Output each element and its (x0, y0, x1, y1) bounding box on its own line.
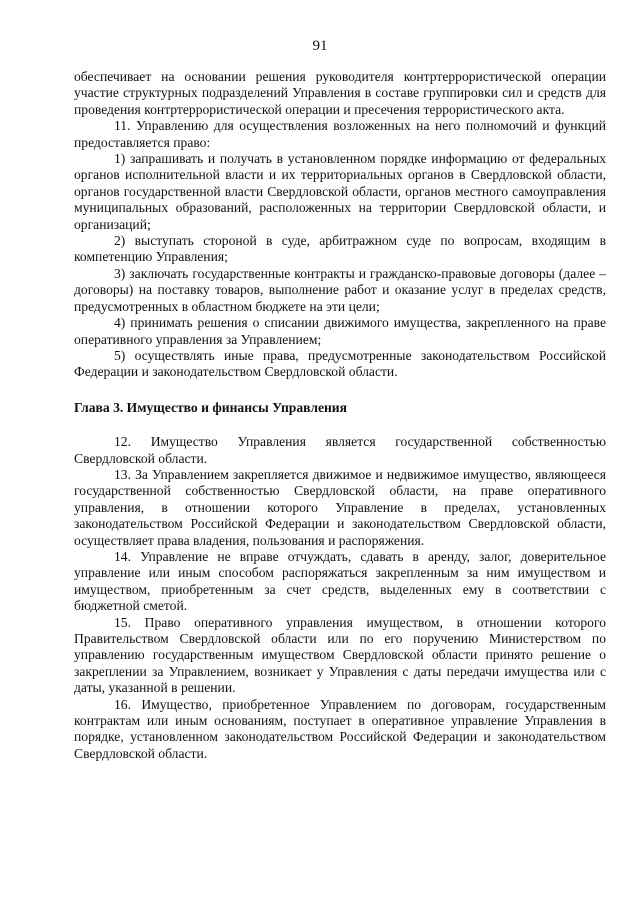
paragraph-15: 15. Право оперативного управления имуществом, в отношении которого Правительством Свердловской области или по его поручению Министерством по управлению государственным имуществом Свердловской области принято решение о закреплении за Управлением, возникает у Управления с даты передачи имущества или с даты, указанной в решении. (74, 614, 606, 696)
page-number: 91 (312, 38, 328, 54)
paragraph-12: 12. Имущество Управления является государственной собственностью Свердловской области. (74, 434, 606, 466)
chapter-heading: Глава 3. Имущество и финансы Управления (74, 399, 347, 415)
list-item-4: 4) принимать решения о списании движимого имущества, закрепленного на праве оперативного управления за Управлением; (74, 315, 606, 347)
paragraph-11: 11. Управлению для осуществления возложенных на него полномочий и функций предоставляется право: (74, 118, 606, 150)
paragraph-14: 14. Управление не вправе отчуждать, сдавать в аренду, залог, доверительное управление или иным способом распоряжаться закрепленным за ним имуществом и имуществом, приобретенным за счет средств, выделенных ему в соответствии с бюджетной сметой. (74, 548, 606, 614)
list-item-5: 5) осуществлять иные права, предусмотренные законодательством Российской Федерации и законодательством Свердловской области. (74, 347, 606, 380)
document-body (74, 69, 606, 762)
list-item-3: 3) заключать государственные контракты и гражданско-правовые договоры (далее – договоры) на поставку товаров, выполнение работ и оказание услуг в пределах средств, предусмотренных в областном бюджете на эти цели; (74, 265, 606, 314)
paragraph-continuation: обеспечивает на основании решения руководителя контртеррористической операции участие структурных подразделений Управления в составе группировки сил и средств для проведения контртеррористической операции и пресечения террористического акта. (74, 69, 606, 117)
list-item-2: 2) выступать стороной в суде, арбитражном суде по вопросам, входящим в компетенцию Управления; (74, 233, 606, 265)
paragraph-13: 13. За Управлением закрепляется движимое и недвижимое имущество, являющееся государственной собственностью Свердловской области, на праве оперативного управления, в отношении которого Управление в пределах, установленных законодательством Российской Федерации и законодательством Свердловской области, осуществляет права владения, пользования и распоряжения. (74, 466, 606, 548)
list-item-1: 1) запрашивать и получать в установленном порядке информацию от федеральных органов исполнительной власти и их территориальных органов в Свердловской области, органов государственной власти Свердловской области, органов местного самоуправления муниципальных образований, расположенных на территории Свердловской области, и организаций; (74, 151, 606, 232)
paragraph-16: 16. Имущество, приобретенное Управлением по договорам, государственным контрактам или иным основаниям, поступает в оперативное управление Управления в порядке, установленном законодательством Российской Федерации и законодательством Свердловской области. (74, 696, 606, 761)
